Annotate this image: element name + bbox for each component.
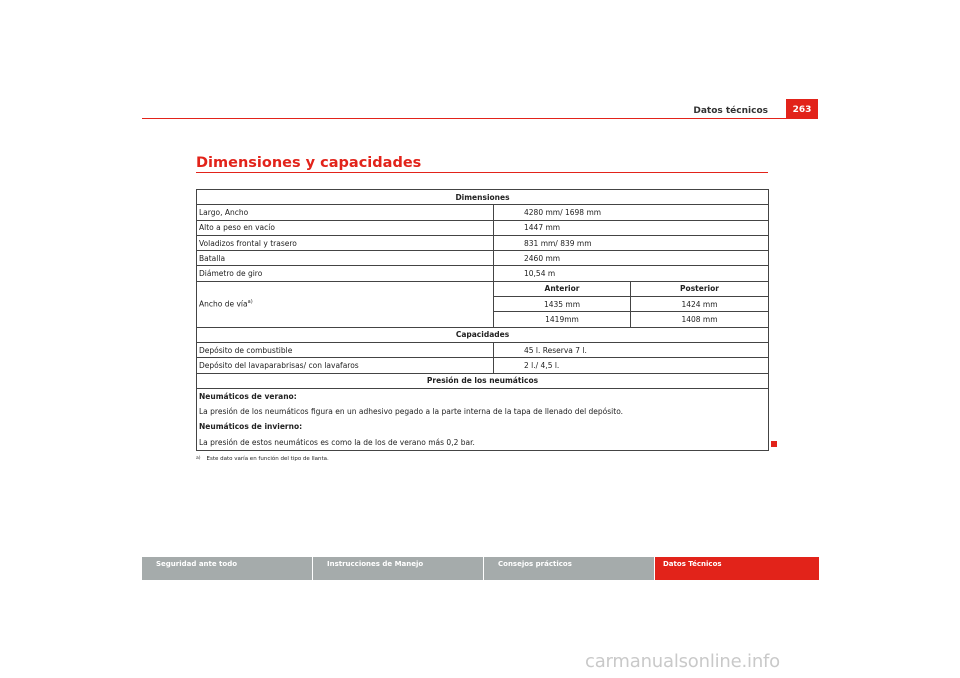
table-row	[197, 235, 769, 250]
section-title: Dimensiones y capacidades	[196, 155, 422, 171]
track-rear-value: 1424 mm	[631, 297, 769, 312]
page-number: 263	[786, 99, 818, 118]
row-value: 4280 mm/ 1698 mm	[494, 205, 769, 220]
row-label: Depósito del lavaparabrisas/ con lavafaros	[197, 358, 494, 373]
row-label: Largo, Ancho	[197, 205, 494, 220]
watermark: carmanualsonline.info	[585, 651, 780, 672]
row-value: 1447 mm	[494, 220, 769, 235]
row-label: Depósito de combustible	[197, 342, 494, 357]
footnote	[196, 456, 329, 462]
nav-tab-instrucciones[interactable]: Instrucciones de Manejo	[313, 557, 483, 580]
track-label: Ancho de vía	[199, 299, 248, 309]
section-rule	[196, 172, 768, 173]
end-of-section-marker	[771, 441, 777, 447]
header-title: Datos técnicos	[693, 106, 768, 116]
capacities-heading: Capacidades	[197, 327, 769, 342]
header-rule	[142, 118, 818, 119]
table-row	[197, 220, 769, 235]
nav-tab-datos-tecnicos[interactable]: Datos Técnicos	[655, 557, 819, 580]
track-subheading-row	[197, 281, 769, 296]
row-label: Batalla	[197, 251, 494, 266]
dimensions-heading: Dimensiones	[197, 190, 769, 205]
table-row	[197, 342, 769, 357]
table-row	[197, 266, 769, 281]
row-label: Diámetro de giro	[197, 266, 494, 281]
tyres-cell	[197, 388, 769, 450]
summer-tyres-text: La presión de los neumáticos figura en un adhesivo pegado a la parte interna de la tapa de llenado del depósito.	[199, 407, 624, 417]
winter-tyres-text: La presión de estos neumáticos es como la de los de verano más 0,2 bar.	[199, 437, 475, 447]
track-front-value: 1435 mm	[494, 297, 631, 312]
specifications-table	[196, 189, 769, 451]
nav-tab-seguridad[interactable]: Seguridad ante todo	[142, 557, 312, 580]
tyres-heading: Presión de los neumáticos	[197, 373, 769, 388]
table-row	[197, 251, 769, 266]
footnote-mark: a)	[196, 456, 201, 461]
table-row	[197, 205, 769, 220]
track-footnote-ref: a)	[247, 299, 253, 306]
row-value: 831 mm/ 839 mm	[494, 235, 769, 250]
footnote-text: Este dato varía en función del tipo de llanta.	[206, 456, 329, 462]
table-row	[197, 358, 769, 373]
row-value: 45 l. Reserva 7 l.	[494, 342, 769, 357]
row-value: 2460 mm	[494, 251, 769, 266]
track-col-rear: Posterior	[631, 281, 769, 296]
table-heading-row	[197, 373, 769, 388]
table-heading-row	[197, 190, 769, 205]
row-label: Alto a peso en vacío	[197, 220, 494, 235]
row-label: Voladizos frontal y trasero	[197, 235, 494, 250]
track-col-front: Anterior	[494, 281, 631, 296]
track-label-cell	[197, 281, 494, 327]
bottom-nav	[142, 557, 819, 580]
tyres-row	[197, 388, 769, 450]
nav-tab-consejos[interactable]: Consejos prácticos	[484, 557, 654, 580]
winter-tyres-label: Neumáticos de invierno:	[199, 422, 303, 432]
track-front-value: 1419mm	[494, 312, 631, 327]
table-heading-row	[197, 327, 769, 342]
row-value: 2 l./ 4,5 l.	[494, 358, 769, 373]
summer-tyres-label: Neumáticos de verano:	[199, 391, 297, 401]
track-rear-value: 1408 mm	[631, 312, 769, 327]
row-value: 10,54 m	[494, 266, 769, 281]
